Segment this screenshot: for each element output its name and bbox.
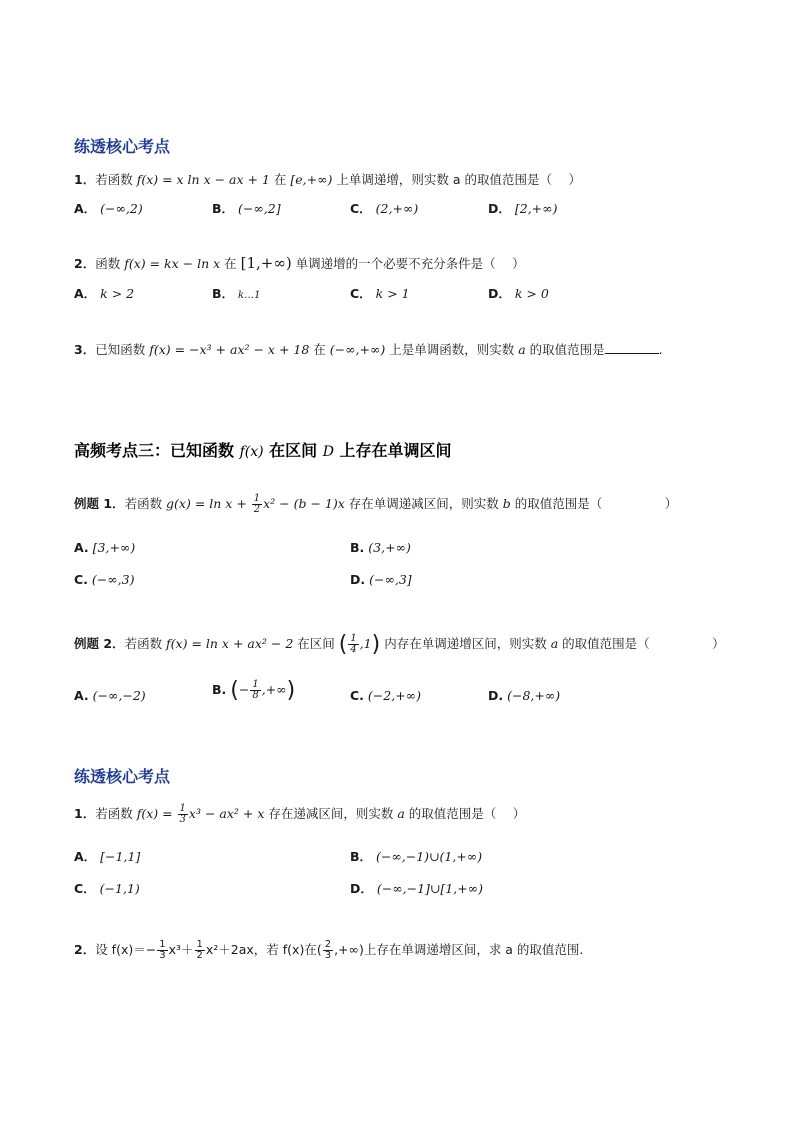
fraction: $\frac{1}{4}$	[350, 633, 357, 655]
option-d: D． [2,+∞)	[488, 201, 558, 216]
option-a: A． [−1,1]	[74, 849, 141, 864]
example-number: 例题 1．	[74, 496, 125, 511]
option-a: A. (−∞,−2)	[74, 688, 146, 703]
option-c: C． (2,+∞)	[350, 201, 419, 216]
option-b: B． (−∞,2]	[212, 201, 281, 216]
option-a: A. [3,+∞)	[74, 540, 136, 555]
question-number: 2．	[74, 256, 96, 271]
option-c: C． (−1,1)	[74, 881, 140, 896]
section-title-practice-1: 练透核心考点	[74, 137, 171, 156]
question-number: 1．	[74, 172, 96, 187]
fraction: $\frac{2}{3}$	[324, 939, 332, 961]
fraction: $\frac{1}{8}$	[252, 679, 259, 701]
fraction: $\frac{1}{2}$	[253, 493, 261, 515]
question-1-1: 1．若函数 f(x) = x ln x − ax + 1 在 [e,+∞) 上单调递增，则实数 a 的取值范围是（ ）	[74, 172, 581, 187]
question-3-1: 1．若函数 f(x) = $\frac{1}{3}$ x³ − ax² + x 存在递减区间，则实数 a 的取值范围是（ ）	[74, 803, 526, 825]
option-b: B． (−∞,−1)∪(1,+∞)	[350, 849, 483, 864]
question-3-2: 2．设 f(x)＝− $\frac{1}{3}$ x³＋ $\frac{1}{2}$ x²＋2ax，若 f(x)在( $\frac{2}{3}$ ,+∞)上存在单调递增区间，求 a 的取值范围.	[74, 939, 584, 961]
fraction: $\frac{1}{3}$	[179, 803, 186, 825]
question-number: 1．	[74, 806, 96, 821]
math-function: f(x) = x ln x − ax + 1	[136, 172, 270, 187]
option-d: D. (−∞,3]	[350, 572, 412, 587]
math-interval: [1,+∞)	[240, 254, 292, 272]
math-interval: (−∞,+∞)	[329, 342, 386, 357]
option-b: B． k…1	[212, 286, 261, 301]
example-2: 例题 2．若函数 f(x) = ln x + ax² − 2 在区间 ( $\frac{1}{4}$ ,1) 内存在单调递增区间，则实数 a 的取值范围是（ ）	[74, 632, 725, 657]
option-b: B. (3,+∞)	[350, 540, 411, 555]
question-number: 3．	[74, 342, 96, 357]
fraction: $\frac{1}{2}$	[196, 939, 203, 961]
option-b: B. (− $\frac{1}{8}$ ,+∞)	[212, 678, 296, 703]
option-c: C． k > 1	[350, 286, 410, 301]
option-d: D． k > 0	[488, 286, 549, 301]
math-function: f(x) = kx − ln x	[124, 256, 221, 271]
question-1-3: 3．已知函数 f(x) = −x³ + ax² − x + 18 在 (−∞,+∞) 上是单调函数，则实数 a 的取值范围是 .	[74, 342, 663, 357]
question-1-2: 2．函数 f(x) = kx − ln x 在 [1,+∞) 单调递增的一个必要不充分条件是（ ）	[74, 254, 525, 272]
section-title-practice-2: 练透核心考点	[74, 767, 171, 786]
option-a: A． (−∞,2)	[74, 201, 143, 216]
answer-blank	[605, 341, 659, 354]
option-a: A． k > 2	[74, 286, 135, 301]
option-d: D． (−∞,−1]∪[1,+∞)	[350, 881, 483, 896]
example-number: 例题 2．	[74, 636, 125, 651]
section-title-frequent-3: 高频考点三：已知函数 f(x) 在区间 D 上存在单调区间	[74, 441, 452, 460]
option-c: C. (−2,+∞)	[350, 688, 421, 703]
option-c: C. (−∞,3)	[74, 572, 135, 587]
question-number: 2．	[74, 942, 96, 957]
math-interval: [e,+∞)	[290, 172, 333, 187]
fraction: $\frac{1}{3}$	[159, 939, 166, 961]
example-1: 例题 1．若函数 g(x) = ln x + $\frac{1}{2}$ x² − (b − 1)x 存在单调递减区间，则实数 b 的取值范围是（ ）	[74, 493, 678, 515]
math-function: f(x) = −x³ + ax² − x + 18	[149, 342, 310, 357]
option-d: D. (−8,+∞)	[488, 688, 561, 703]
